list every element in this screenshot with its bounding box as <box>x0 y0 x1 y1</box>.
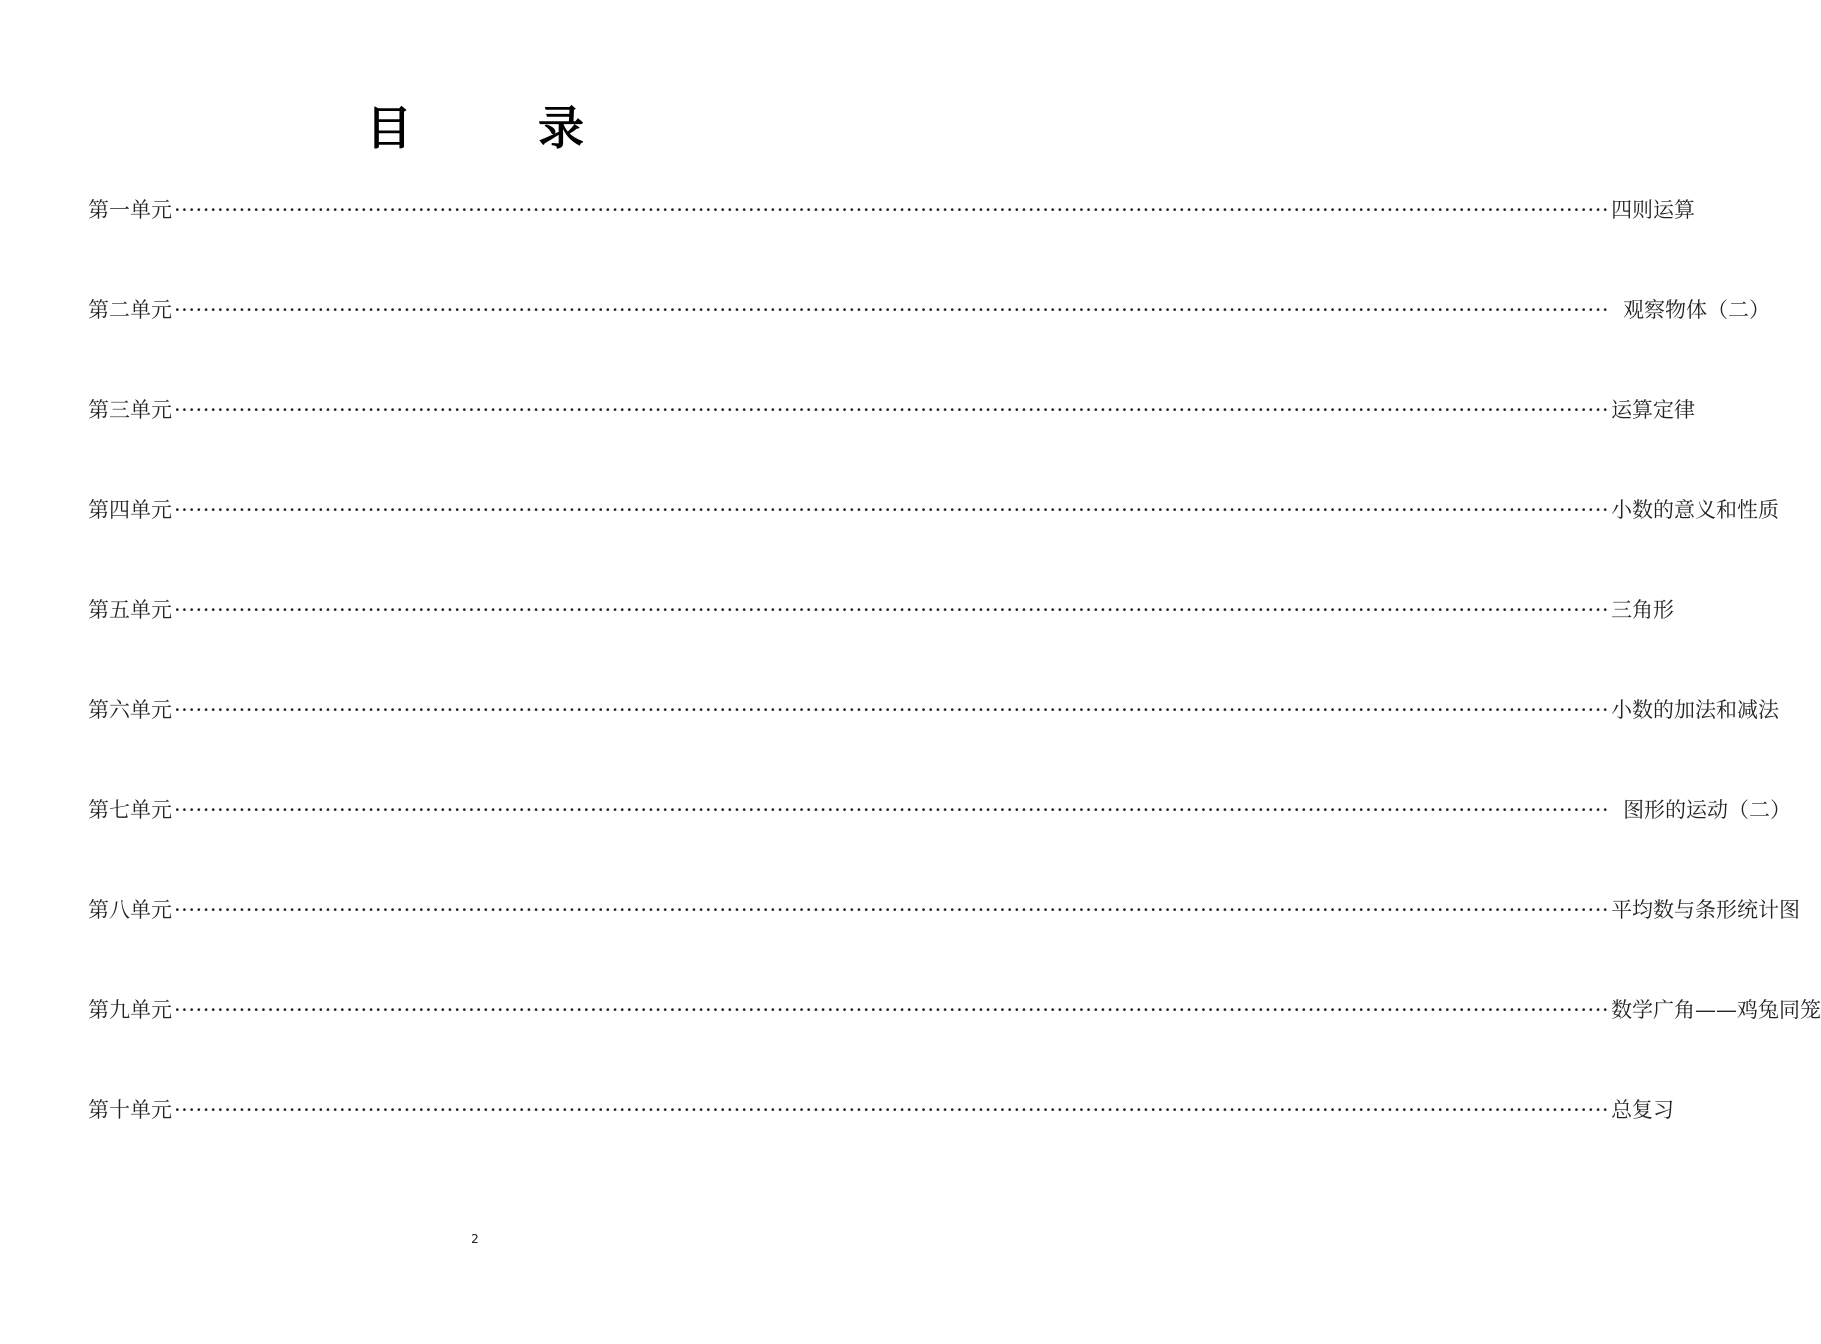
toc-topic-label: 运算定律 <box>1611 398 1696 422</box>
toc-topic-label: 三角形 <box>1611 598 1675 622</box>
toc-topic-label: 数学广角——鸡兔同笼 <box>1611 998 1821 1022</box>
toc-dot-leader: ········································································································································································································ <box>174 898 1610 922</box>
toc-unit-label: 第一单元 <box>88 198 172 222</box>
toc-dot-leader: ········································································································································································································ <box>174 998 1610 1022</box>
toc-topic-label: 平均数与条形统计图 <box>1611 898 1801 922</box>
toc-topic-label: 总复习 <box>1611 1098 1675 1122</box>
toc-unit-label: 第七单元 <box>88 798 172 822</box>
toc-unit-label: 第六单元 <box>88 698 172 722</box>
toc-entry <box>88 1092 1675 1192</box>
toc-dot-leader: ········································································································································································································ <box>174 498 1610 522</box>
toc-entry <box>88 292 1771 392</box>
toc-dot-leader: ········································································································································································································ <box>174 198 1610 222</box>
toc-topic-label: 小数的意义和性质 <box>1611 498 1780 522</box>
toc-entry <box>88 792 1792 892</box>
toc-unit-label: 第十单元 <box>88 1098 172 1122</box>
toc-unit-label: 第九单元 <box>88 998 172 1022</box>
toc-unit-label: 第五单元 <box>88 598 172 622</box>
toc-entry <box>88 492 1780 592</box>
toc-dot-leader: ········································································································································································································ <box>174 798 1610 822</box>
page-number: 2 <box>471 1232 479 1246</box>
toc-entry <box>88 392 1696 492</box>
toc-dot-leader: ········································································································································································································ <box>174 598 1610 622</box>
toc-unit-label: 第四单元 <box>88 498 172 522</box>
toc-unit-label: 第二单元 <box>88 298 172 322</box>
table-of-contents <box>88 192 1821 1192</box>
toc-topic-label: 图形的运动（二） <box>1623 798 1792 822</box>
toc-topic-label: 观察物体（二） <box>1623 298 1771 322</box>
toc-entry <box>88 192 1696 292</box>
toc-entry <box>88 892 1801 992</box>
toc-unit-label: 第三单元 <box>88 398 172 422</box>
toc-entry <box>88 592 1675 692</box>
toc-topic-label: 小数的加法和减法 <box>1611 698 1780 722</box>
toc-entry <box>88 692 1780 792</box>
toc-dot-leader: ········································································································································································································ <box>174 1098 1610 1122</box>
toc-topic-label: 四则运算 <box>1611 198 1696 222</box>
toc-dot-leader: ········································································································································································································ <box>174 698 1610 722</box>
page-title: 目 录 <box>366 101 624 155</box>
toc-unit-label: 第八单元 <box>88 898 172 922</box>
toc-dot-leader: ········································································································································································································ <box>174 298 1610 322</box>
toc-dot-leader: ········································································································································································································ <box>174 398 1610 422</box>
toc-entry <box>88 992 1821 1092</box>
